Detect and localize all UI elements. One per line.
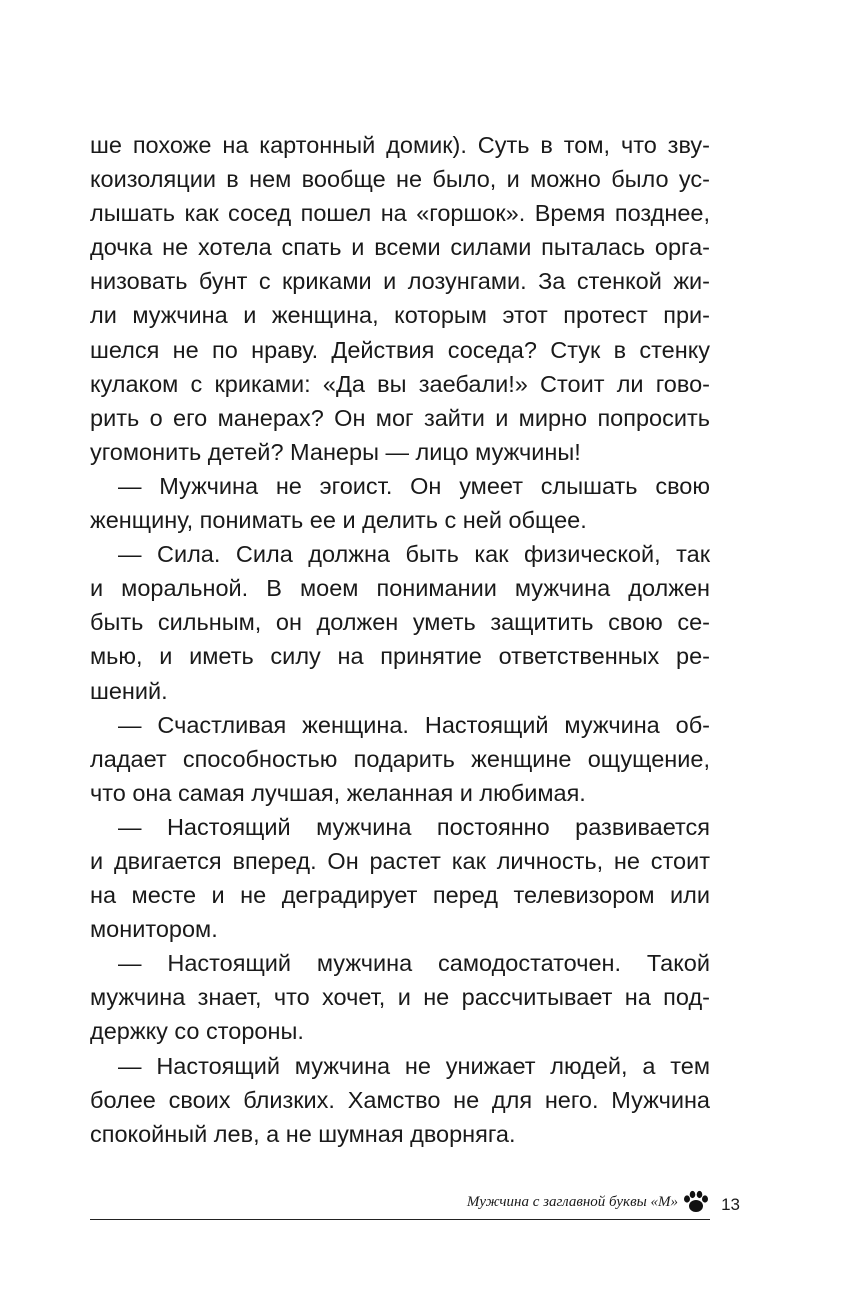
- text-line: держку со стороны.: [90, 1018, 304, 1045]
- paragraph: [90, 1049, 710, 1151]
- text-line: мью, и иметь силу на принятие ответственных ре-: [90, 643, 710, 670]
- text-line: низовать бунт с криками и лозунгами. За стенкой жи-: [90, 268, 710, 295]
- text-line: быть сильным, он должен уметь защитить свою се-: [90, 609, 710, 636]
- paragraph: [90, 708, 710, 810]
- running-title: Мужчина с заглавной буквы «М»: [466, 1194, 678, 1210]
- text-line: коизоляции в нем вообще не было, и можно было ус-: [90, 166, 710, 193]
- text-line: дочка не хотела спать и всеми силами пыталась орга-: [90, 234, 710, 261]
- text-line: угомонить детей? Манеры — лицо мужчины!: [90, 438, 581, 465]
- paragraph: [90, 128, 710, 469]
- text-line: рить о его манерах? Он мог зайти и мирно попросить: [90, 404, 710, 431]
- text-line: мужчина знает, что хочет, и не рассчитывает на под-: [90, 984, 710, 1011]
- text-line: кулаком с криками: «Да вы заебали!» Стоит ли гово-: [90, 370, 710, 397]
- text-line: — Настоящий мужчина не унижает людей, а тем: [118, 1052, 710, 1079]
- text-line: лышать как сосед пошел на «горшок». Время позднее,: [90, 200, 710, 227]
- text-line: на месте и не деградирует перед телевизором или: [90, 882, 710, 909]
- body-text: [90, 128, 710, 1151]
- paragraph: [90, 810, 710, 946]
- page-footer: [90, 1190, 740, 1230]
- paragraph: [90, 946, 710, 1048]
- text-line: и двигается вперед. Он растет как личность, не стоит: [90, 847, 710, 874]
- text-line: ли мужчина и женщина, которым этот протест при-: [90, 302, 710, 329]
- footer-rule: [90, 1219, 710, 1220]
- text-line: — Настоящий мужчина самодостаточен. Такой: [118, 950, 710, 977]
- text-line: и моральной. В моем понимании мужчина должен: [90, 575, 710, 602]
- page-number: 13: [721, 1195, 740, 1214]
- text-line: что она самая лучшая, желанная и любимая.: [90, 779, 586, 806]
- text-line: шелся не по нраву. Действия соседа? Стук в стенку: [90, 336, 710, 363]
- text-line: ладает способностью подарить женщине ощущение,: [90, 745, 710, 772]
- text-line: — Счастливая женщина. Настоящий мужчина об-: [118, 711, 710, 738]
- text-line: — Настоящий мужчина постоянно развивается: [118, 813, 710, 840]
- text-line: ше похоже на картонный домик). Суть в том, что зву-: [90, 132, 710, 158]
- text-line: монитором.: [90, 916, 218, 943]
- text-line: — Мужчина не эгоист. Он умеет слышать свою: [118, 472, 710, 499]
- text-line: женщину, понимать ее и делить с ней общее.: [90, 507, 587, 534]
- text-line: — Сила. Сила должна быть как физической, так: [118, 541, 710, 568]
- paw-icon: [682, 1190, 710, 1214]
- paragraph: [90, 469, 710, 537]
- text-line: более своих близких. Хамство не для него. Мужчина: [90, 1086, 710, 1113]
- paragraph: [90, 537, 710, 707]
- text-line: шений.: [90, 677, 168, 704]
- text-line: спокойный лев, а не шумная дворняга.: [90, 1120, 516, 1147]
